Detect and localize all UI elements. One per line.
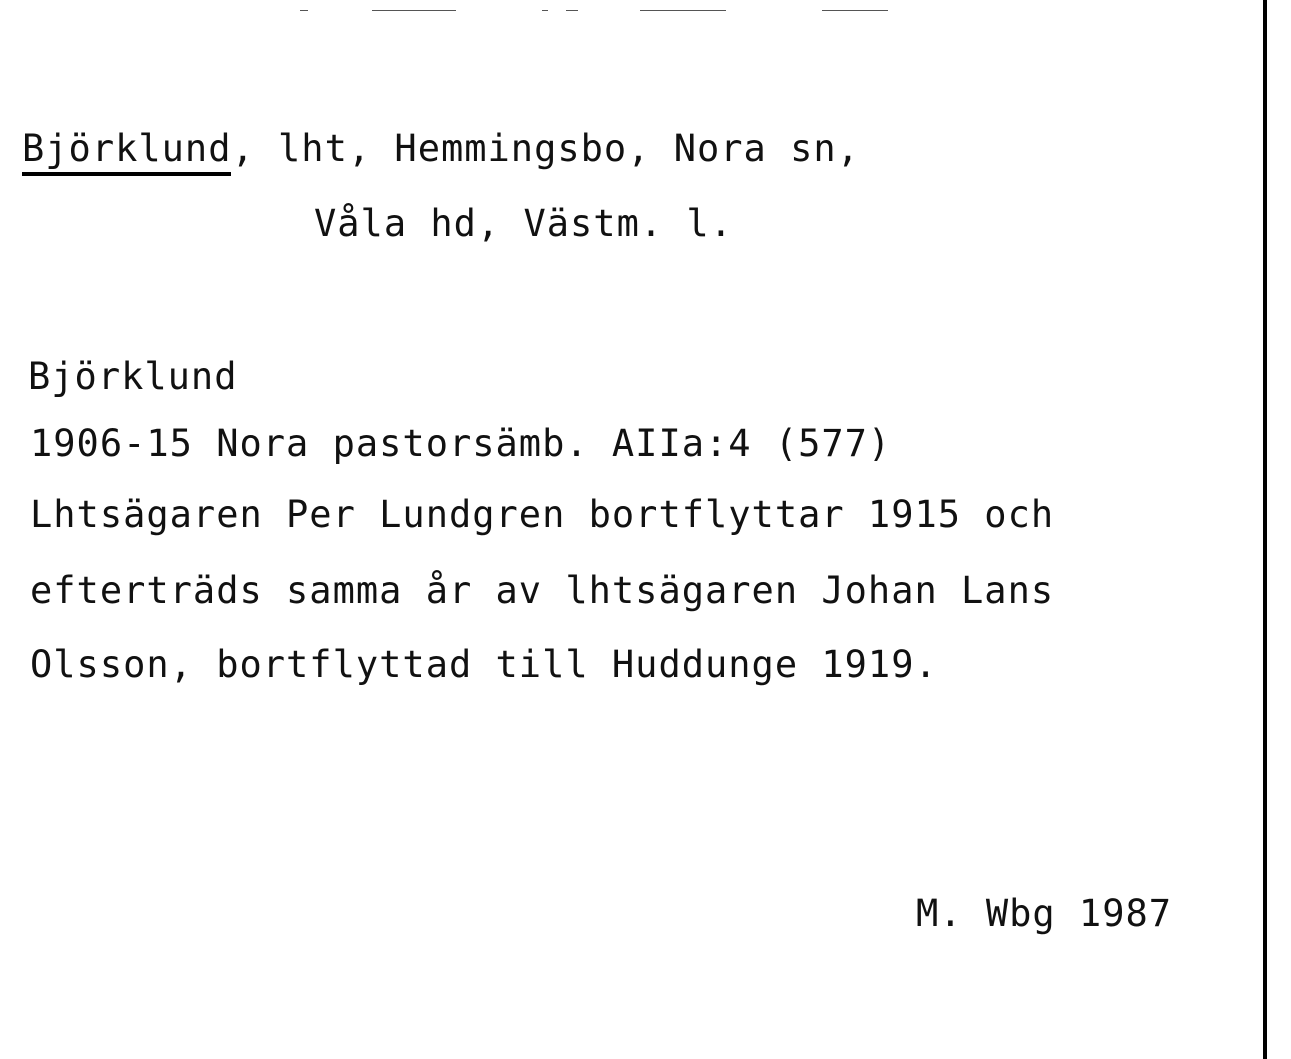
entry-body-line-1: Lhtsägaren Per Lundgren bortflyttar 1915 och [30, 493, 1055, 536]
scan-speck [300, 10, 308, 11]
scan-speck [372, 10, 456, 11]
scan-speck [566, 10, 578, 11]
heading-details: , lht, Hemmingsbo, Nora sn, [231, 127, 860, 170]
heading-line-2: Våla hd, Västm. l. [314, 202, 733, 245]
entry-body-line-3: Olsson, bortflyttad till Huddunge 1919. [30, 643, 938, 686]
entry-source: 1906-15 Nora pastorsämb. AIIa:4 (577) [30, 422, 892, 465]
heading-line-1 [22, 127, 860, 170]
entry-subheading: Björklund [28, 355, 238, 398]
signature: M. Wbg 1987 [916, 892, 1173, 935]
scan-speck [542, 10, 548, 11]
scan-speck [822, 10, 888, 11]
heading-name: Björklund [22, 127, 231, 176]
scan-marks [290, 4, 910, 16]
scan-speck [640, 10, 726, 11]
entry-body-line-2: efterträds samma år av lhtsägaren Johan Lans [30, 569, 1055, 612]
card-edge [1263, 0, 1267, 1059]
